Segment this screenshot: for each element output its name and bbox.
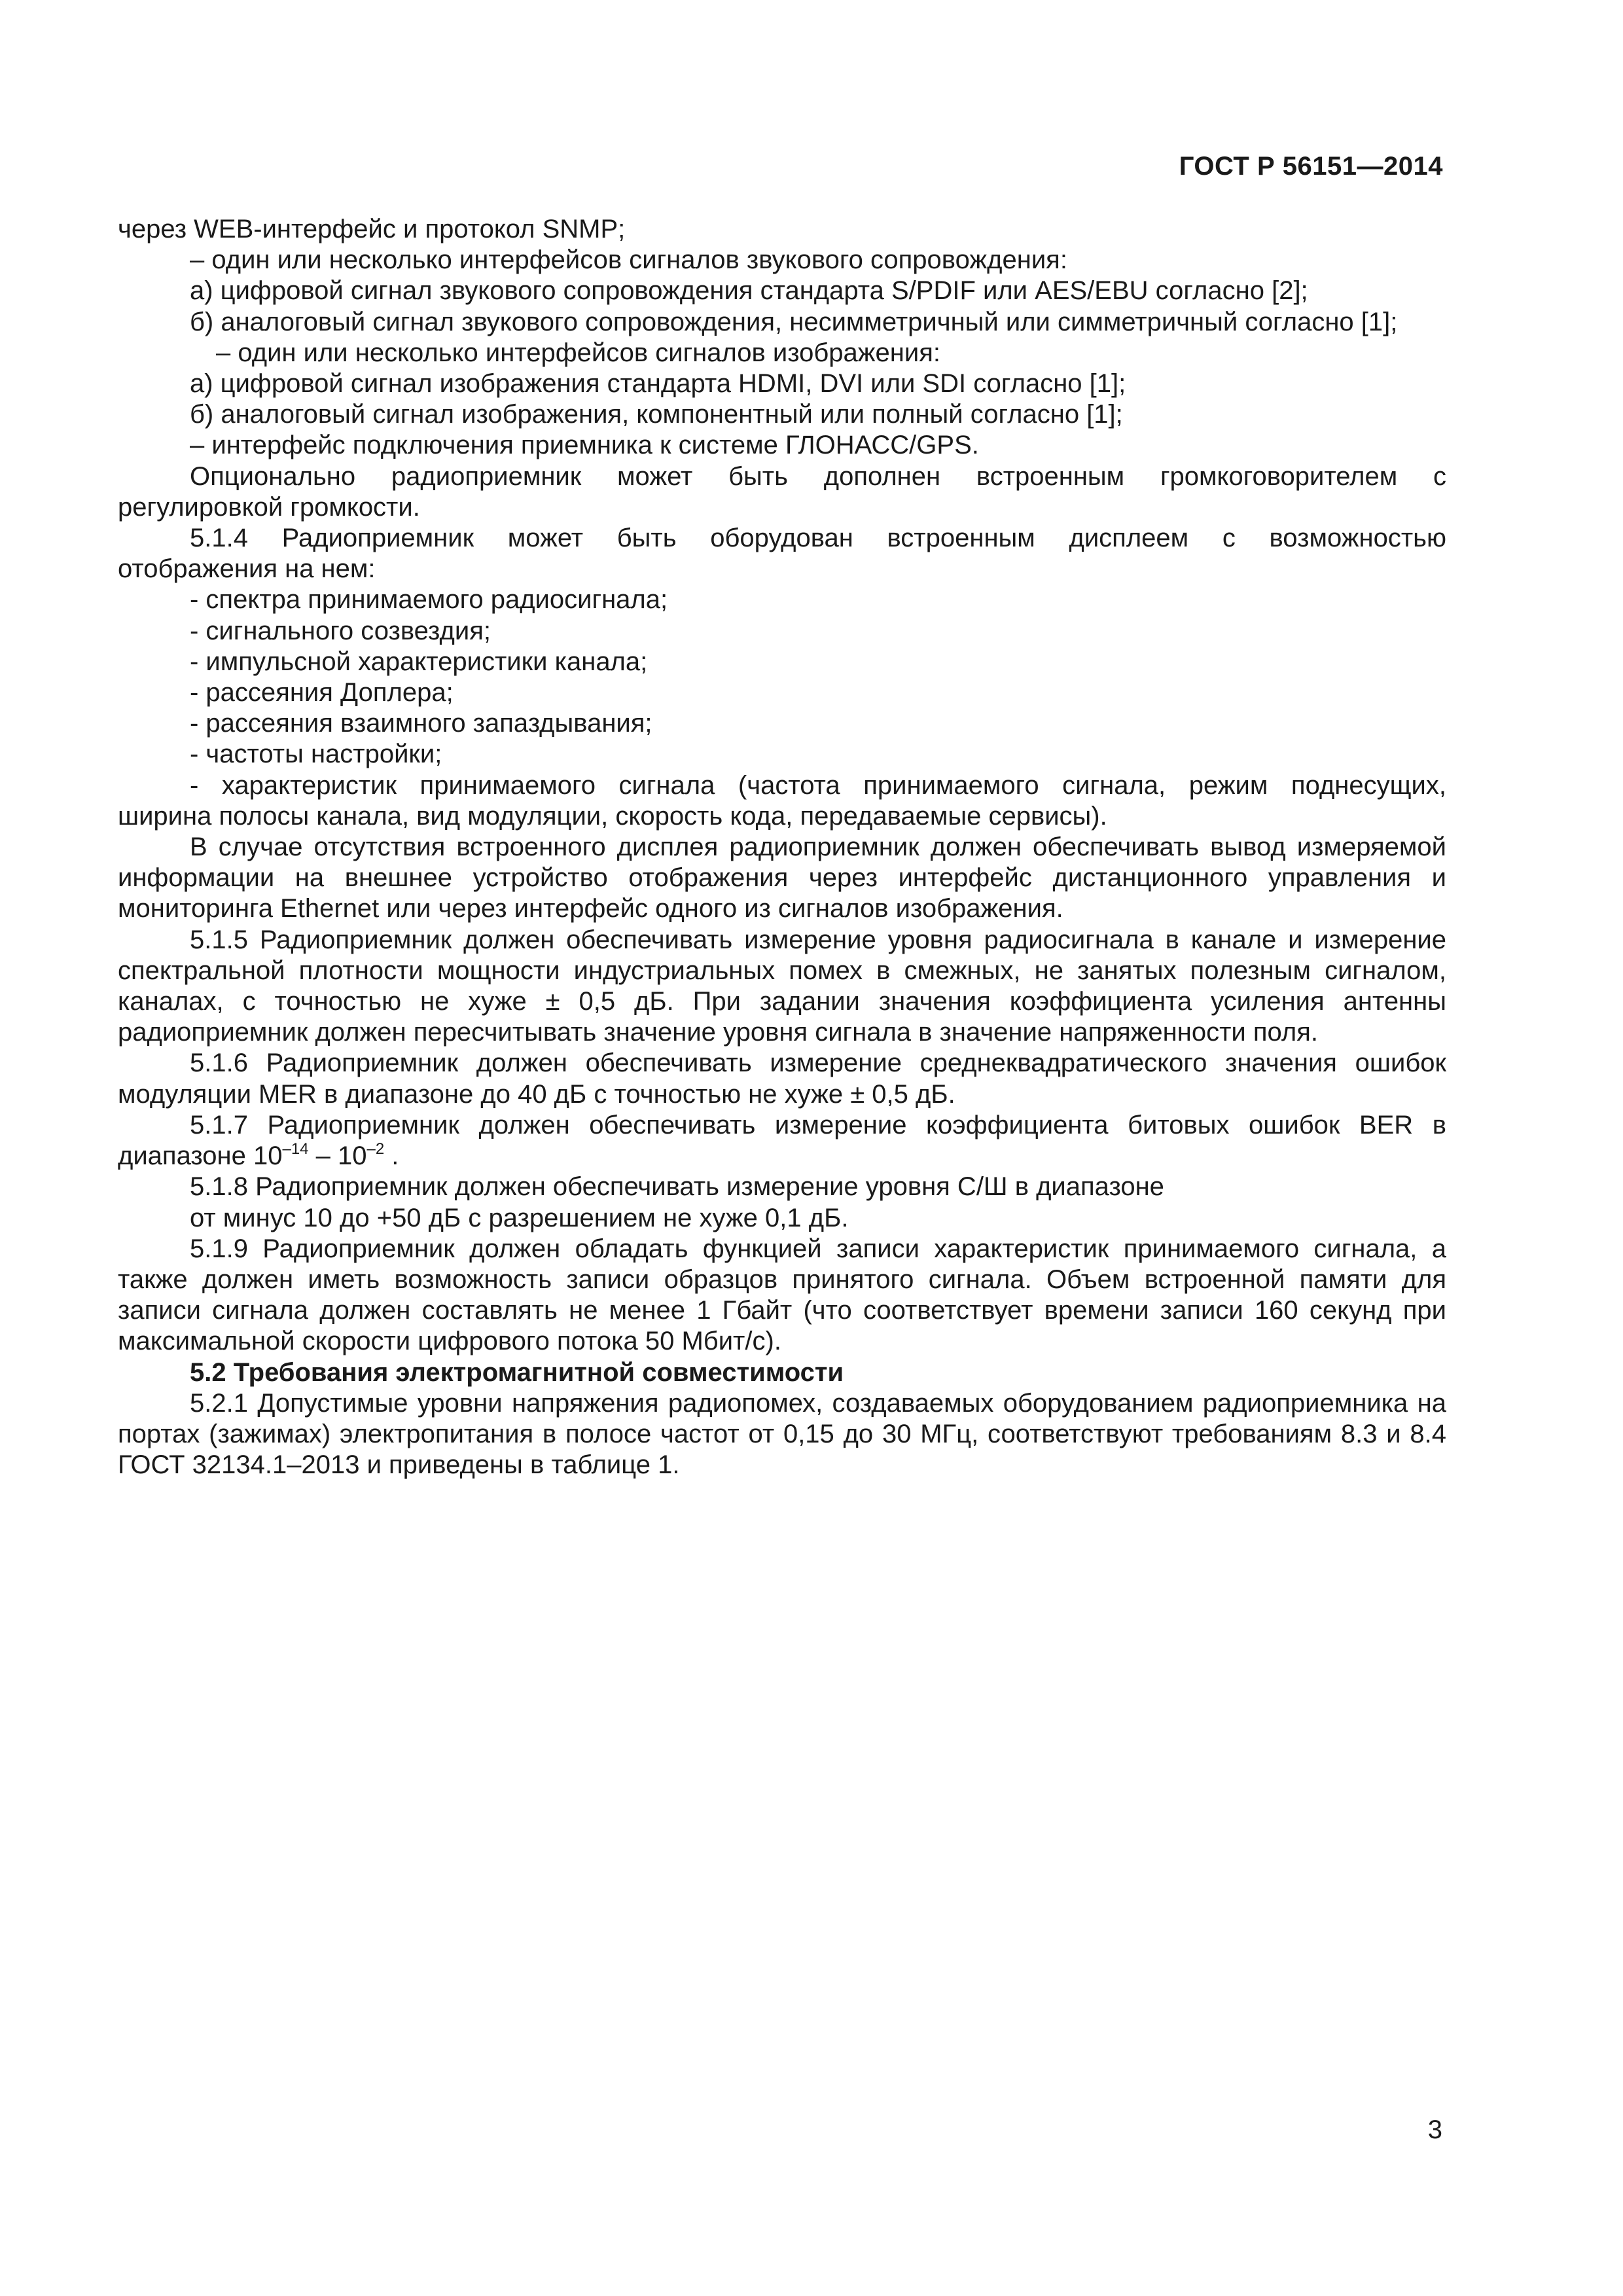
list-item: а) цифровой сигнал звукового сопровождения стандарта S/PDIF или AES/EBU согласно [2]; bbox=[190, 276, 1308, 306]
text-line: 5.1.8 Радиоприемник должен обеспечивать измерение уровня С/Ш в диапазоне bbox=[190, 1172, 1164, 1202]
list-item: - сигнального созвездия; bbox=[190, 616, 491, 645]
text-segment: диапазоне 10 bbox=[118, 1141, 283, 1171]
document-body bbox=[118, 214, 1446, 1480]
text-line: Опционально радиоприемник может быть дополнен встроенным громкоговорителем с bbox=[190, 461, 1446, 491]
list-item: – один или несколько интерфейсов сигналов звукового сопровождения: bbox=[190, 245, 1067, 275]
document-header: ГОСТ Р 56151—2014 bbox=[1179, 152, 1443, 181]
text-segment: . bbox=[384, 1141, 399, 1171]
text-line: 5.1.4 Радиоприемник может быть оборудован встроенным дисплеем с возможностью bbox=[190, 524, 1446, 553]
paragraph: 5.1.6 Радиоприемник должен обеспечивать измерение среднеквадратического значения ошибок модуляции MER в диапазоне до 40 дБ с точностью не хуже ± 0,5 дБ. bbox=[118, 1049, 1446, 1109]
exponent: –2 bbox=[366, 1140, 385, 1158]
text-line: от минус 10 до +50 дБ с разрешением не хуже 0,1 дБ. bbox=[190, 1203, 849, 1232]
text-line: отображения на нем: bbox=[118, 554, 376, 584]
paragraph: 5.2.1 Допустимые уровни напряжения радиопомех, создаваемых оборудованием радиоприемника на портах (зажимах) электропитания в полосе частот от 0,15 до 30 МГц, соответствуют требованиям 8.3 и 8.4 ГОСТ 32134.1–2013 и приведены в таблице 1. bbox=[118, 1388, 1446, 1480]
list-item: – один или несколько интерфейсов сигналов изображения: bbox=[216, 338, 941, 367]
paragraph: 5.1.5 Радиоприемник должен обеспечивать измерение уровня радиосигнала в канале и измерение спектральной плотности мощности индустриальных помех в смежных, не занятых полезным сигналом, каналах, с точностью не хуже ± 0,5 дБ. При задании значения коэффициента усиления антенны радиоприемник должен пересчитывать значение уровня сигнала в значение напряженности поля. bbox=[118, 925, 1446, 1047]
text-line: 5.1.7 Радиоприемник должен обеспечивать измерение коэффициента битовых ошибок BER в bbox=[190, 1110, 1446, 1139]
text-line: ширина полосы канала, вид модуляции, скорость кода, передаваемые сервисы). bbox=[118, 801, 1107, 831]
list-item: - рассеяния взаимного запаздывания; bbox=[190, 709, 652, 738]
section-heading: 5.2 Требования электромагнитной совместимости bbox=[190, 1357, 844, 1387]
text-line: регулировкой громкости. bbox=[118, 492, 420, 522]
list-item: б) аналоговый сигнал изображения, компонентный или полный согласно [1]; bbox=[190, 400, 1123, 429]
list-item: - характеристик принимаемого сигнала (частота принимаемого сигнала, режим поднесущих, bbox=[190, 770, 1446, 800]
text-line bbox=[118, 1141, 1446, 1172]
text-segment: – 10 bbox=[308, 1141, 367, 1171]
list-item: б) аналоговый сигнал звукового сопровождения, несимметричный или симметричный согласно [1]; bbox=[190, 307, 1398, 336]
list-item: а) цифровой сигнал изображения стандарта HDMI, DVI или SDI согласно [1]; bbox=[190, 369, 1126, 399]
paragraph: 5.1.9 Радиоприемник должен обладать функцией записи характеристик принимаемого сигнала, а также должен иметь возможность записи образцов принятого сигнала. Объем встроенной памяти для записи сигнала должен составлять не менее 1 Гбайт (что соответствует времени записи 160 секунд при максимальной скорости цифрового потока 50 Мбит/с). bbox=[118, 1234, 1446, 1356]
list-item: – интерфейс подключения приемника к системе ГЛОНАСС/GPS. bbox=[190, 431, 979, 460]
list-item: - спектра принимаемого радиосигнала; bbox=[190, 585, 668, 615]
list-item: - рассеяния Доплера; bbox=[190, 678, 454, 708]
page-number: 3 bbox=[1427, 2115, 1442, 2144]
text-line: через WEB-интерфейс и протокол SNMP; bbox=[118, 215, 626, 243]
exponent: –14 bbox=[282, 1140, 309, 1158]
paragraph: В случае отсутствия встроенного дисплея радиоприемник должен обеспечивать вывод измеряемой информации на внешнее устройство отображения через интерфейс дистанционного управления и мониторинга Ethernet или через интерфейс одного из сигналов изображения. bbox=[118, 833, 1446, 924]
list-item: - частоты настройки; bbox=[190, 740, 442, 769]
list-item: - импульсной характеристики канала; bbox=[190, 647, 648, 676]
